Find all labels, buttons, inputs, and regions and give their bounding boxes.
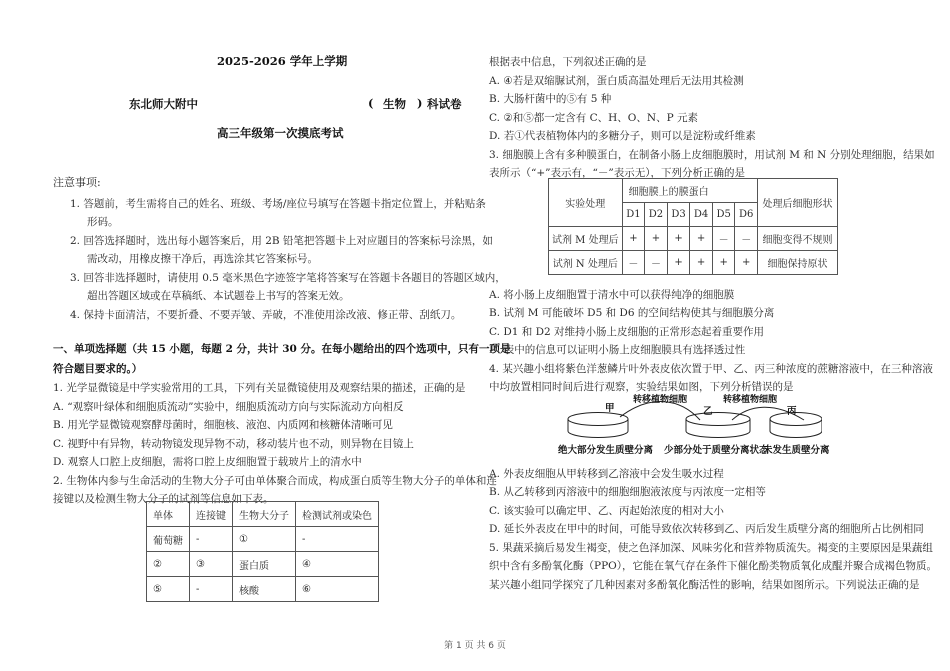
table-cell: - (296, 527, 379, 552)
transfer-label: 转移植物细胞 (723, 395, 778, 405)
notice-item: 4. 保持卡面清洁，不要折叠、不要弄皱、弄破，不准使用涂改液、修正带、刮纸刀。 (70, 309, 462, 321)
table-cell: ⑤ (147, 577, 190, 602)
notice-item-cont: 形码。 (87, 216, 119, 228)
table-cell: 细胞变得不规则 (758, 227, 838, 251)
table-header: 单体 (147, 502, 190, 527)
subject-close-paren: ) (417, 96, 423, 110)
question-2-stem: 2. 生物体内参与生命活动的生物大分子可由单体聚合而成，构成蛋白质等生物大分子的单体和连 (53, 475, 497, 487)
table-cell: ② (147, 552, 190, 577)
section-heading-cont: 符合题目要求的。） (53, 363, 143, 375)
q2-monomer-table (146, 501, 379, 602)
question-2-after-stem: 根据表中信息，下列叙述正确的是 (489, 56, 647, 68)
paper-suffix: 科试卷 (427, 97, 462, 111)
table-cell: - (190, 577, 233, 602)
table-cell: + (667, 251, 690, 275)
table-header: 生物大分子 (233, 502, 296, 527)
question-3-stem: 3. 细胞膜上含有多种膜蛋白，在制备小肠上皮细胞膜时，用试剂 M 和 N 分别处理细胞，结果如 (489, 149, 935, 161)
q4-option-d: D. 延长外表皮在甲中的时间，可能导致依次转移到乙、丙后发生质壁分离的细胞所占比例相同 (489, 523, 924, 535)
table-cell: 试剂 M 处理后 (549, 227, 623, 251)
table-row (147, 527, 379, 552)
table-header: D6 (735, 203, 758, 227)
result-label: 少部分处于质壁分离状态 (664, 445, 769, 456)
q1-option-d: D. 观察人口腔上皮细胞，需将口腔上皮细胞置于载玻片上的清水中 (53, 456, 362, 468)
table-cell: ④ (296, 552, 379, 577)
q3-option-d: D. 表中的信息可以证明小肠上皮细胞膜具有选择透过性 (489, 344, 746, 356)
transfer-label: 转移植物细胞 (633, 395, 688, 405)
q4-option-a: A. 外表皮细胞从甲转移到乙溶液中会发生吸水过程 (489, 468, 724, 480)
table-row (147, 552, 379, 577)
table-header: D1 (622, 203, 645, 227)
table-cell: + (712, 251, 735, 275)
table-cell: + (645, 227, 668, 251)
table-cell: + (690, 251, 713, 275)
subject-name: 生物 (383, 97, 406, 111)
table-row (549, 251, 838, 275)
question-5-stem-cont: 织中含有多酚氧化酶（PPO），它能在氧气存在条件下催化酚类物质氧化成醌并聚合成褐色物质。 (489, 560, 937, 572)
dish-label-jia: 甲 (605, 403, 615, 414)
table-cell: 葡萄糖 (147, 527, 190, 552)
table-cell: + (667, 227, 690, 251)
subject-open-paren: ( (368, 96, 374, 110)
table-cell: － (645, 251, 668, 275)
dish-icon (568, 413, 628, 438)
q2-option-d: D. 若①代表植物体内的多糖分子，则可以是淀粉或纤维素 (489, 130, 756, 142)
result-label: 绝大部分发生质壁分离 (558, 445, 654, 456)
table-header: 连接键 (190, 502, 233, 527)
table-row (147, 577, 379, 602)
q3-option-b: B. 试剂 M 可能破坏 D5 和 D6 的空间结构使其与细胞膜分离 (489, 307, 775, 319)
q1-option-c: C. 视野中有异物，转动物镜发现异物不动，移动装片也不动，则异物在目镜上 (53, 438, 414, 450)
table-cell: 细胞保持原状 (758, 251, 838, 275)
question-2-stem-cont: 接键以及检测生物大分子的试剂等信息如下表。 (53, 493, 274, 505)
table-cell: － (712, 227, 735, 251)
dish-label-bing: 丙 (787, 406, 797, 417)
dish-label-yi: 乙 (703, 406, 713, 417)
table-cell: 蛋白质 (233, 552, 296, 577)
notice-item: 1. 答题前，考生需将自己的姓名、班级、考场/座位号填写在答题卡指定位置上，并粘贴条 (70, 198, 486, 210)
q4-option-c: C. 该实验可以确定甲、乙、丙起始浓度的相对大小 (489, 505, 724, 517)
question-3-stem-cont: 表所示（“+”表示有，“－”表示无），下列分析正确的是 (489, 167, 746, 179)
result-label: 未发生质壁分离 (763, 445, 830, 456)
notice-item-cont: 超出答题区域或在草稿纸、本试题卷上书写的答案无效。 (87, 290, 350, 302)
notice-heading: 注意事项: (53, 176, 101, 189)
exam-name: 高三年级第一次摸底考试 (217, 126, 344, 140)
table-cell: ③ (190, 552, 233, 577)
table-cell: + (622, 227, 645, 251)
question-4-stem: 4. 某兴趣小组将紫色洋葱鳞片叶外表皮依次置于甲、乙、丙三种浓度的蔗糖溶液中，在三种溶液 (489, 363, 933, 375)
exam-term: 2025-2026 学年上学期 (217, 54, 348, 68)
table-header: D3 (667, 203, 690, 227)
question-4-stem-cont: 中均放置相同时间后进行观察，实验结果如图，下列分析错误的是 (489, 381, 794, 393)
table-cell: 核酸 (233, 577, 296, 602)
q1-option-b: B. 用光学显微镜观察酵母菌时，细胞核、液泡、内质网和核糖体清晰可见 (53, 419, 393, 431)
notice-item: 2. 回答选择题时，选出每小题答案后，用 2B 铅笔把答题卡上对应题目的答案标号涂黑，如 (70, 235, 493, 247)
table-header: 处理后细胞形状 (758, 179, 838, 227)
q2-option-b: B. 大肠杆菌中的⑤有 5 种 (489, 93, 612, 105)
table-cell: + (735, 251, 758, 275)
table-row (549, 227, 838, 251)
plasmolysis-figure (558, 395, 830, 460)
table-cell: + (690, 227, 713, 251)
q3-membrane-protein-table (548, 178, 838, 275)
q3-option-c: C. D1 和 D2 对维持小肠上皮细胞的正常形态起着重要作用 (489, 326, 765, 338)
question-5-stem-cont: 某兴趣小组同学探究了几种因素对多酚氧化酶活性的影响，结果如图所示。下列说法正确的是 (489, 579, 920, 591)
table-header: D2 (645, 203, 668, 227)
table-header: 细胞膜上的膜蛋白 (622, 179, 757, 203)
q4-option-b: B. 从乙转移到丙溶液中的细胞细胞液浓度与丙浓度一定相等 (489, 486, 766, 498)
school-name: 东北师大附中 (129, 97, 198, 111)
notice-item-cont: 需改动，用橡皮擦干净后，再选涂其它答案标号。 (87, 253, 318, 265)
table-header-row (549, 179, 838, 203)
q2-option-c: C. ②和⑤都一定含有 C、H、O、N、P 元素 (489, 112, 698, 124)
q3-option-a: A. 将小肠上皮细胞置于清水中可以获得纯净的细胞膜 (489, 289, 735, 301)
table-header: D5 (712, 203, 735, 227)
table-header: 检测试剂或染色 (296, 502, 379, 527)
table-cell: － (735, 227, 758, 251)
table-cell: ① (233, 527, 296, 552)
table-header-row (147, 502, 379, 527)
q1-option-a: A. “观察叶绿体和细胞质流动”实验中，细胞质流动方向与实际流动方向相反 (53, 401, 404, 413)
table-header: 实验处理 (549, 179, 623, 227)
table-cell: - (190, 527, 233, 552)
section-heading: 一、单项选择题（共 15 小题，每题 2 分，共计 30 分。在每小题给出的四个选项中，只有一项是 (53, 343, 511, 355)
page-number: 第 1 页 共 6 页 (444, 641, 506, 651)
q2-option-a: A. ④若是双缩脲试剂，蛋白质高温处理后无法用其检测 (489, 75, 744, 87)
table-cell: 试剂 N 处理后 (549, 251, 623, 275)
table-header: D4 (690, 203, 713, 227)
question-1-stem: 1. 光学显微镜是中学实验常用的工具，下列有关显微镜使用及观察结果的描述，正确的是 (53, 382, 466, 394)
table-cell: － (622, 251, 645, 275)
notice-item: 3. 回答非选择题时，请使用 0.5 毫米黑色字迹签字笔将答案写在答题卡各题目的答题区域内， (70, 272, 506, 284)
table-cell: ⑥ (296, 577, 379, 602)
question-5-stem: 5. 果蔬采摘后易发生褐变，使之色泽加深、风味劣化和营养物质流失。褐变的主要原因是果蔬组 (489, 542, 933, 554)
